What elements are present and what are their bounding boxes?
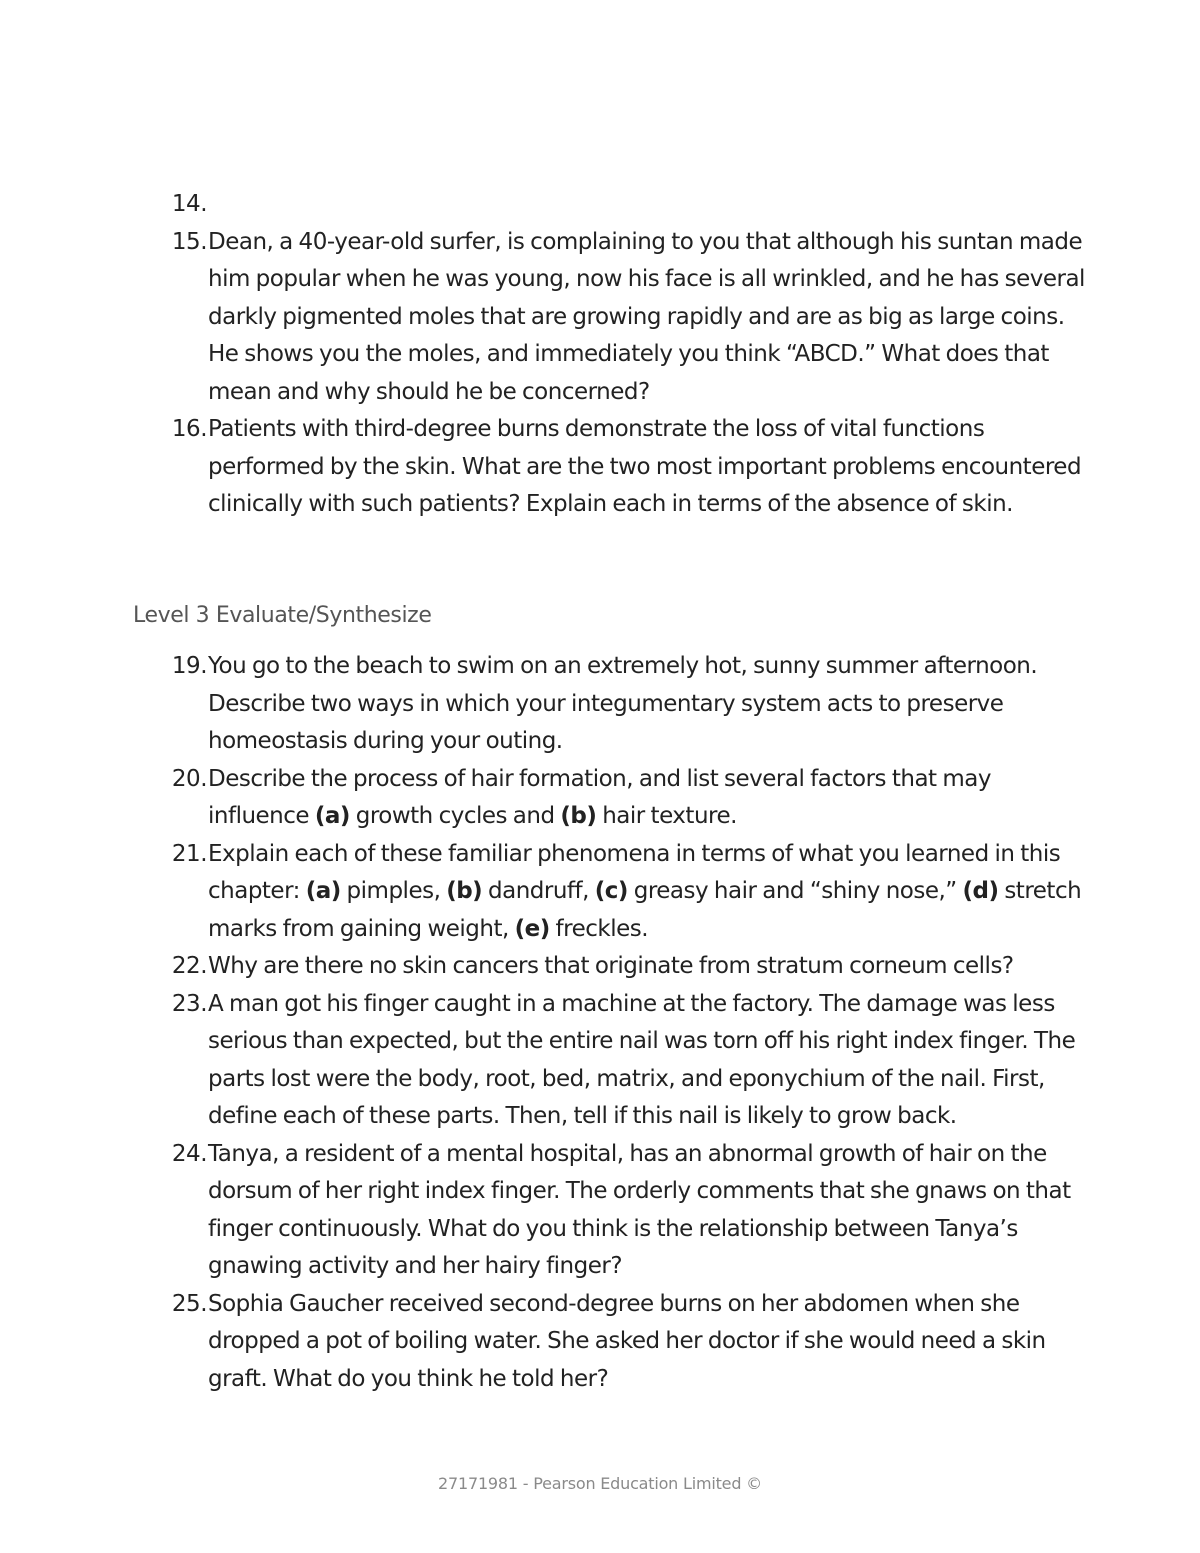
question-text-segment: growth cycles and: [349, 803, 561, 829]
question-number: 25.: [171, 1290, 207, 1317]
part-label: (b): [446, 878, 483, 904]
question-text: [208, 186, 1094, 224]
question-number: 19.: [171, 653, 207, 679]
question-text: A man got his finger caught in a machine at the factory. The damage was less serious than expected, but the entire nail was torn off his right index finger. The parts lost were the body, root, bed, matrix, and eponychium of the nail. First, define each of these parts. Then, tell if this nail is likely to grow back.: [208, 990, 1076, 1129]
section-heading-level-3: Level 3 Evaluate/Synthesize: [133, 603, 432, 628]
question-item: [134, 761, 1094, 836]
part-label: (d): [962, 878, 999, 904]
question-item: [134, 1136, 1094, 1286]
question-number: 14.: [171, 191, 207, 217]
question-text-segment: stretch marks from gaining weight,: [208, 878, 1082, 942]
part-label: (a): [314, 803, 350, 829]
question-item: [134, 948, 1094, 986]
part-label: (a): [305, 878, 341, 904]
question-number: 23.: [171, 990, 207, 1017]
question-list-level-3: [134, 648, 1094, 1398]
question-item: [134, 411, 1094, 524]
question-text: Sophia Gaucher received second-degree burns on her abdomen when she dropped a pot of boiling water. She asked her doctor if she would need a skin graft. What do you think he told her?: [208, 1290, 1046, 1392]
question-text-segment: Describe the process of hair formation, and list several factors that may influence: [208, 765, 991, 829]
question-number: 15.: [171, 228, 207, 255]
question-text: [208, 836, 1094, 949]
question-number: 22.: [171, 953, 207, 979]
part-label: (c): [594, 878, 628, 904]
question-item: [134, 1286, 1094, 1399]
question-text: Dean, a 40-year-old surfer, is complaining to you that although his suntan made him popular when he was young, now his face is all wrinkled, and he has several darkly pigmented moles that are growing rapidly and are as big as large coins. He shows you the moles, and immediately you think “ABCD.” What does that mean and why should he be concerned?: [208, 228, 1085, 405]
question-list-level-2: [134, 186, 1094, 524]
question-text-segment: freckles.: [549, 915, 649, 942]
question-number: 21.: [171, 840, 207, 867]
question-number: 20.: [171, 765, 207, 792]
question-item: [134, 186, 1094, 224]
part-label: (e): [514, 915, 550, 942]
question-item: [134, 836, 1094, 949]
question-text: Why are there no skin cancers that originate from stratum corneum cells?: [208, 953, 1014, 979]
part-label: (b): [560, 803, 597, 829]
question-text: You go to the beach to swim on an extremely hot, sunny summer afternoon. Describe two ways in which your integumentary system acts to preserve homeostasis during your outing.: [208, 653, 1038, 754]
question-text-segment: dandruff,: [482, 878, 595, 904]
question-number: 16.: [171, 416, 207, 442]
question-text-segment: Explain each of these familiar phenomena in terms of what you learned in this chapter:: [208, 840, 1061, 904]
question-number: 24.: [171, 1140, 207, 1167]
question-text: [208, 761, 1094, 836]
question-item: [134, 224, 1094, 412]
question-item: [134, 648, 1094, 761]
question-text-segment: hair texture.: [596, 803, 737, 829]
question-text-segment: greasy hair and “shiny nose,”: [627, 878, 963, 904]
question-text: Patients with third-degree burns demonstrate the loss of vital functions performed by the skin. What are the two most important problems encountered clinically with such patients? Explain each in terms of the absence of skin.: [208, 416, 1082, 517]
question-item: [134, 986, 1094, 1136]
question-text-segment: pimples,: [340, 878, 447, 904]
page-footer: 27171981 - Pearson Education Limited ©: [438, 1474, 762, 1493]
question-text: Tanya, a resident of a mental hospital, has an abnormal growth of hair on the dorsum of her right index finger. The orderly comments that she gnaws on that finger continuously. What do you think is the relationship between Tanya’s gnawing activity and her hairy finger?: [208, 1140, 1071, 1279]
